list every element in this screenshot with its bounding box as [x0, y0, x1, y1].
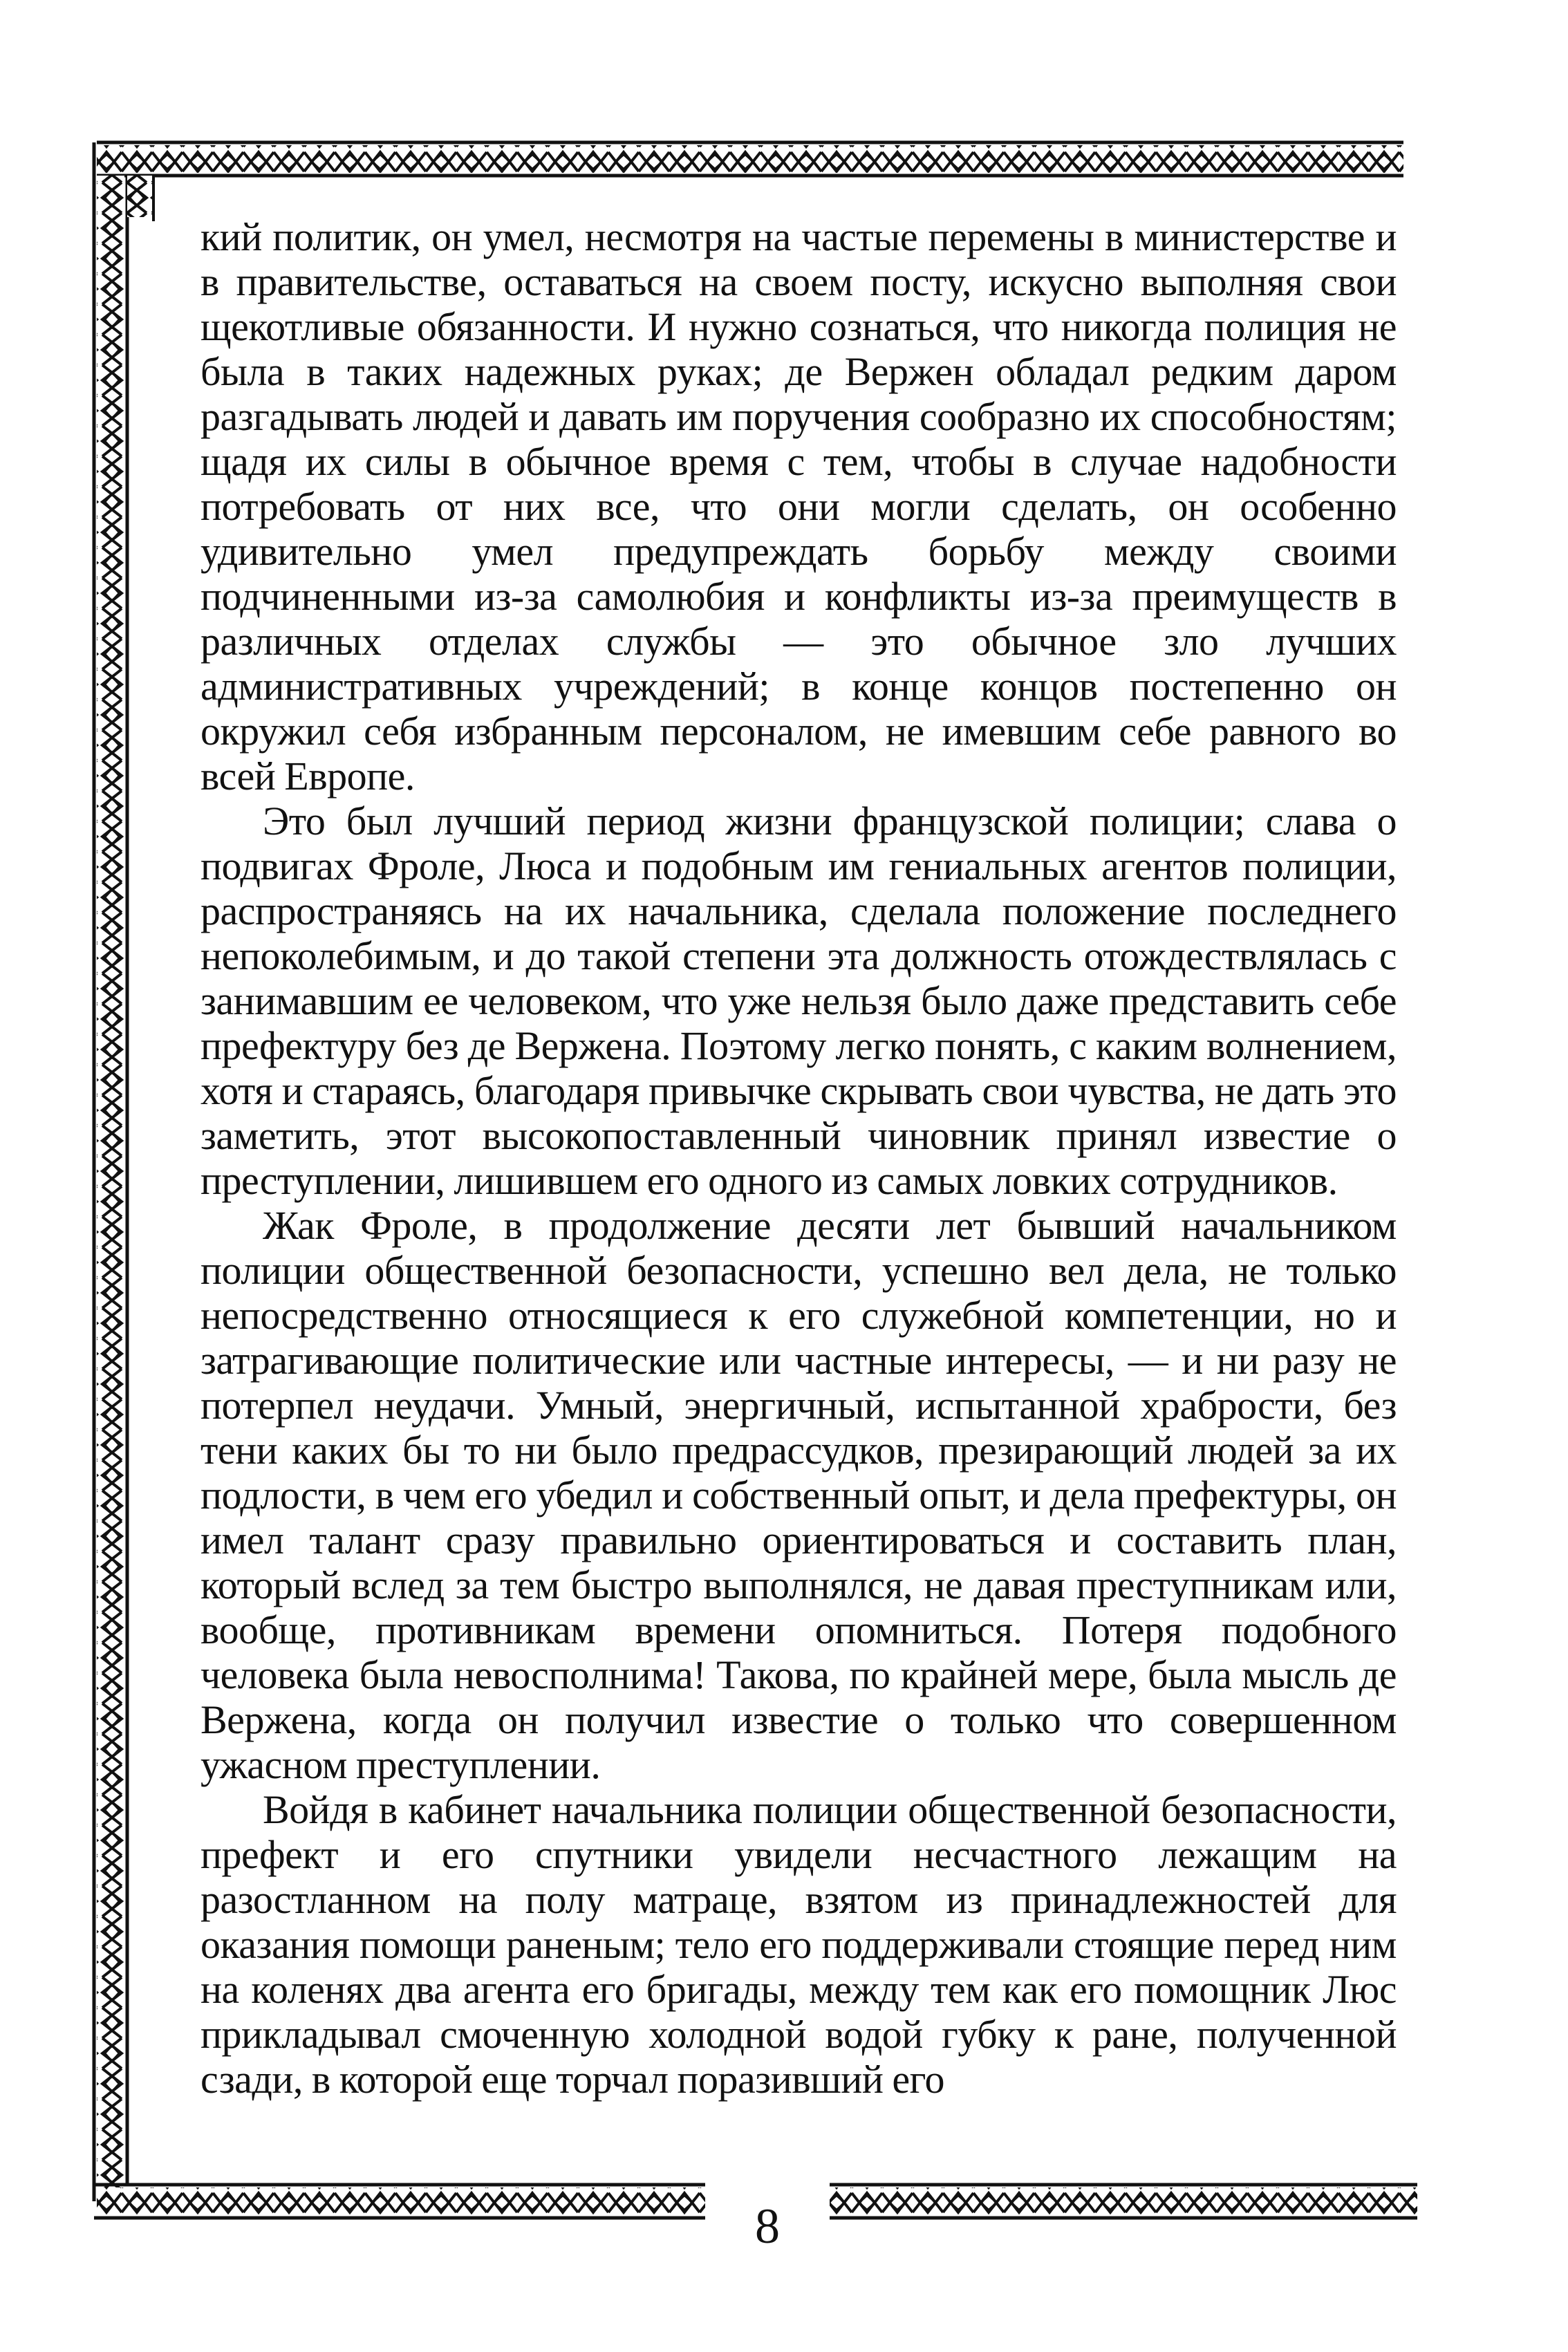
paragraph-1: кий политик, он умел, несмотря на частые перемены в министерстве и в правительстве, оставаться на своем посту, искусно выполняя свои щекотливые обязанности. И нужно сознаться, что никогда полиция не была в таких надежных руках; де Вержен обладал редким даром разгадывать людей и давать им поручения сообразно их способностям; щадя их силы в обычное время с тем, чтобы в случае надобности потребовать от них все, что они могли сделать, он особенно удивительно умел предупреждать борьбу между своими подчиненными из-за самолюбия и конфликты из-за преимуществ в различных отделах службы — это обычное зло лучших административных учреждений; в конце концов постепенно он окружил себя избранным персоналом, не имевшим себе равного во всей Европе.: [200, 214, 1397, 799]
paragraph-2: Это был лучший период жизни французской полиции; слава о подвигах Фроле, Люса и подобным им гениальных агентов полиции, распространяясь на их начальника, сделала положение последнего непоколебимым, и до такой степени эта должность отождествлялась с занимавшим ее человеком, что уже нельзя было даже представить себе префектуру без де Вержена. Поэтому легко понять, с каким волнением, хотя и стараясь, благодаря привычке скрывать свои чувства, не дать это заметить, этот высокопоставленный чиновник принял известие о преступлении, лишившем его одного из самых ловких сотрудников.: [200, 799, 1397, 1203]
paragraph-3: Жак Фроле, в продолжение десяти лет бывший начальником полиции общественной безопасности, успешно вел дела, не только непосредственно относящиеся к его служебной компетенции, но и затрагивающие политические или частные интересы, — и ни разу не потерпел неудачи. Умный, энергичный, испытанной храбрости, без тени каких бы то ни было предрассудков, презирающий людей за их подлости, в чем его убедил и собственный опыт, и дела префектуры, он имел талант сразу правильно ориентироваться и составить план, который вслед за тем быстро выполнялся, не давая преступникам или, вообще, противникам времени опомниться. Потеря подобного человека была невосполнима! Такова, по крайней мере, была мысль де Вержена, когда он получил известие о только что совершенном ужасном преступлении.: [200, 1203, 1397, 1787]
frame-top-border: [97, 142, 1403, 176]
page-number: 8: [726, 2199, 809, 2254]
frame-corner-ornament: [127, 176, 153, 221]
body-text: [200, 214, 1397, 2205]
frame-left-border: [94, 142, 127, 2201]
paragraph-4: Войдя в кабинет начальника полиции общественной безопасности, префект и его спутники увидели несчастного лежащим на разостланном на полу матраце, взятом из принадлежностей для оказания помощи раненым; тело его поддерживали стоящие перед ним на коленях два агента его бригады, между тем как его помощник Люс прикладывал смоченную холодной водой губку к ране, полученной сзади, в которой еще торчал поразивший его: [200, 1787, 1397, 2102]
